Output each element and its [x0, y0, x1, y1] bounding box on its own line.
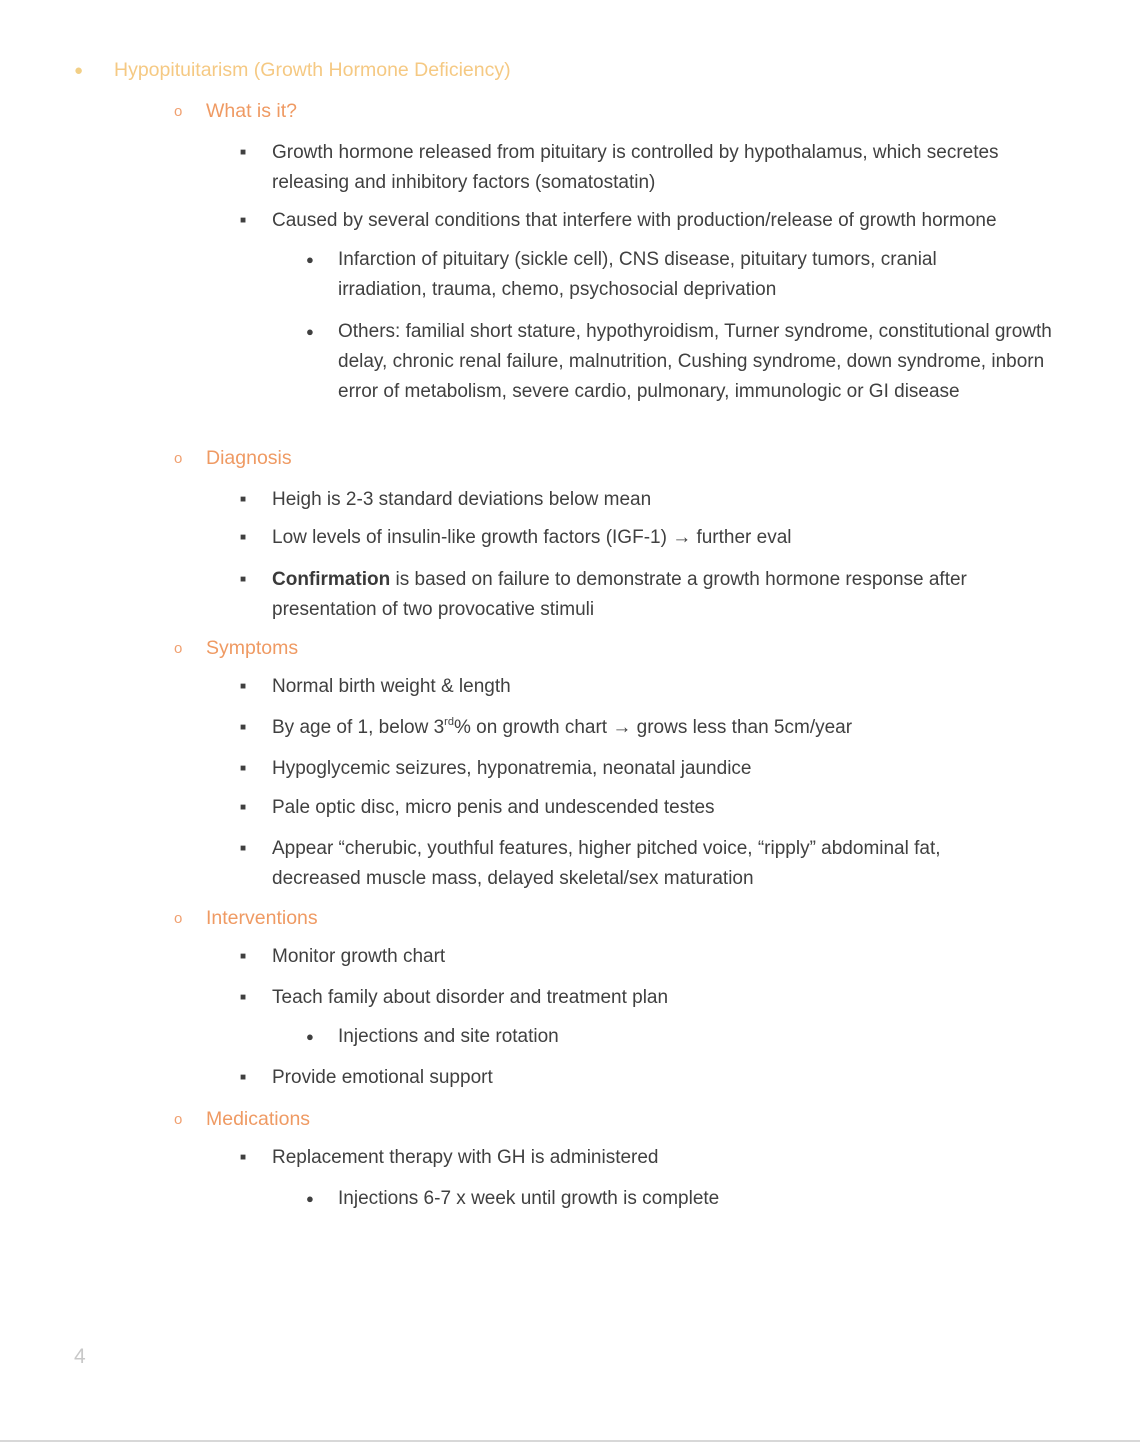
- bullet-square-icon: ■: [240, 951, 247, 962]
- bullet-square-icon: ■: [240, 722, 247, 733]
- bullet-square-icon: ■: [240, 215, 247, 226]
- list-item-text: Monitor growth chart: [272, 946, 446, 967]
- bullet-circle-icon: o: [174, 103, 183, 120]
- sub-list-item-text: Injections and site rotation: [338, 1026, 559, 1047]
- list-item: [240, 983, 1070, 1013]
- list-item-text: Replacement therapy with GH is administered: [272, 1147, 659, 1168]
- sub-list-item-text: Injections 6-7 x week until growth is complete: [338, 1188, 720, 1209]
- list-item-text: Teach family about disorder and treatment plan: [272, 987, 669, 1008]
- bullet-square-icon: ■: [240, 532, 247, 543]
- list-item: [240, 713, 1070, 743]
- bullet-dot-icon: ●: [306, 1029, 314, 1044]
- superscript: rd: [444, 716, 454, 728]
- list-item-text: Growth hormone released from pituitary is controlled by hypothalamus, which secretes releasing and inhibitory factors (somatostatin): [272, 142, 999, 193]
- bullet-circle-icon: o: [174, 640, 183, 657]
- section-heading-what: [174, 96, 297, 126]
- bullet-dot-icon: ●: [74, 62, 84, 79]
- list-item-text: Low levels of insulin-like growth factors (IGF-1) → further eval: [272, 527, 792, 548]
- main-heading: Hypopituitarism (Growth Hormone Deficiency): [114, 59, 511, 81]
- list-item-text: [272, 565, 1030, 625]
- bullet-square-icon: ■: [240, 147, 247, 158]
- section-title: Interventions: [206, 907, 318, 929]
- list-item-text: Hypoglycemic seizures, hyponatremia, neonatal jaundice: [272, 758, 752, 779]
- list-item-text: Pale optic disc, micro penis and undescended testes: [272, 797, 715, 818]
- sub-list-item: [306, 1022, 1066, 1052]
- page-number: 4: [74, 1345, 86, 1368]
- bullet-square-icon: ■: [240, 1072, 247, 1083]
- list-item-text: Heigh is 2-3 standard deviations below mean: [272, 489, 652, 510]
- bullet-square-icon: ■: [240, 992, 247, 1003]
- page-bottom-divider: [0, 1440, 1140, 1442]
- sub-list-item-text: Infarction of pituitary (sickle cell), CNS disease, pituitary tumors, cranial irradiation, trauma, chemo, psychosocial deprivation: [338, 249, 937, 300]
- sub-list-item: [306, 1184, 1066, 1214]
- list-item: [240, 793, 1070, 823]
- bullet-circle-icon: o: [174, 910, 183, 927]
- section-title: What is it?: [206, 100, 298, 122]
- section-heading-symptoms: [174, 633, 298, 663]
- bullet-circle-icon: o: [174, 1111, 183, 1128]
- section-heading-medications: [174, 1104, 310, 1134]
- bold-term: Confirmation: [272, 569, 391, 590]
- bullet-square-icon: ■: [240, 681, 247, 692]
- section-title: Medications: [206, 1108, 311, 1130]
- sub-list-item-text: Others: familial short stature, hypothyroidism, Turner syndrome, constitutional growth delay, chronic renal failure, malnutrition, Cushing syndrome, down syndrome, inborn error of metabolism, severe cardio, pulmonary, immunologic or GI disease: [338, 321, 1052, 402]
- bullet-dot-icon: ●: [306, 324, 314, 339]
- list-item: [240, 485, 1070, 515]
- list-item-text: Caused by several conditions that interfere with production/release of growth hormone: [272, 210, 997, 231]
- bullet-square-icon: ■: [240, 763, 247, 774]
- list-item: [240, 834, 1030, 894]
- section-title: Symptoms: [206, 637, 299, 659]
- section-title: Diagnosis: [206, 447, 292, 469]
- bullet-square-icon: ■: [240, 843, 247, 854]
- list-item-text: Provide emotional support: [272, 1067, 493, 1088]
- list-item: [240, 942, 1070, 972]
- list-item-text: [272, 713, 852, 743]
- list-item: [240, 565, 1030, 625]
- main-heading-item: [74, 55, 511, 85]
- bullet-square-icon: ■: [240, 1152, 247, 1163]
- bullet-dot-icon: ●: [306, 1191, 314, 1206]
- sub-list-item: [306, 245, 1006, 305]
- list-item: [240, 206, 1080, 236]
- bullet-square-icon: ■: [240, 494, 247, 505]
- list-item-text: Normal birth weight & length: [272, 676, 511, 697]
- list-item-text-rest: is based on failure to demonstrate a growth hormone response after presentation of two provocative stimuli: [272, 569, 967, 620]
- list-item: [240, 754, 1070, 784]
- bullet-circle-icon: o: [174, 450, 183, 467]
- section-heading-interventions: [174, 903, 318, 933]
- bullet-dot-icon: ●: [306, 252, 314, 267]
- list-item-text-b: % on growth chart → grows less than 5cm/year: [453, 717, 853, 738]
- list-item: [240, 672, 1070, 702]
- bullet-square-icon: ■: [240, 802, 247, 813]
- list-item: [240, 1143, 1070, 1173]
- sub-list-item: [306, 317, 1066, 407]
- list-item: [240, 1063, 1070, 1093]
- list-item: [240, 138, 1070, 198]
- section-heading-diagnosis: [174, 443, 292, 473]
- list-item-text-a: By age of 1, below 3: [272, 717, 445, 738]
- list-item: [240, 523, 1070, 553]
- list-item-text: Appear “cherubic, youthful features, higher pitched voice, “ripply” abdominal fat, decreased muscle mass, delayed skeletal/sex maturation: [272, 838, 941, 889]
- bullet-square-icon: ■: [240, 574, 247, 585]
